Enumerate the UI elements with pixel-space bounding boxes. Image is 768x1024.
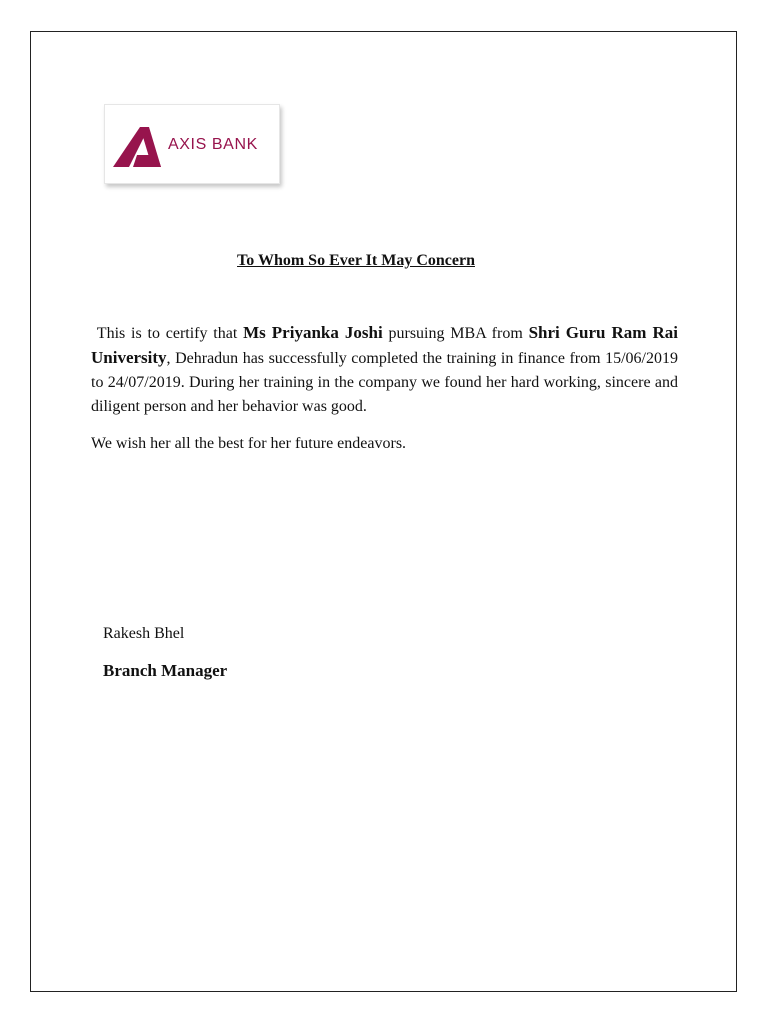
closing-paragraph: We wish her all the best for her future endeavors. <box>91 435 407 452</box>
logo-text: AXIS BANK <box>168 136 258 153</box>
university-name: Shri Guru Ram Rai University <box>91 323 678 367</box>
body-rest-text: , Dehradun has successfully completed the training in finance from 15/06/2019 to 24/07/2019. During her training in the company we found her hard working, sincere and diligent person and her behavior was good. <box>91 350 678 415</box>
axis-bank-logo <box>104 104 280 184</box>
signatory-name: Rakesh Bhel <box>103 625 185 642</box>
student-name: Ms Priyanka Joshi <box>243 323 383 342</box>
mid-text: pursuing MBA from <box>382 325 529 342</box>
signatory-title: Branch Manager <box>103 661 228 680</box>
certificate-paragraph <box>91 321 678 419</box>
axis-bank-logo-mark-icon <box>113 127 161 167</box>
intro-text: This is to certify that <box>96 325 244 342</box>
letter-heading: To Whom So Ever It May Concern <box>237 252 475 269</box>
